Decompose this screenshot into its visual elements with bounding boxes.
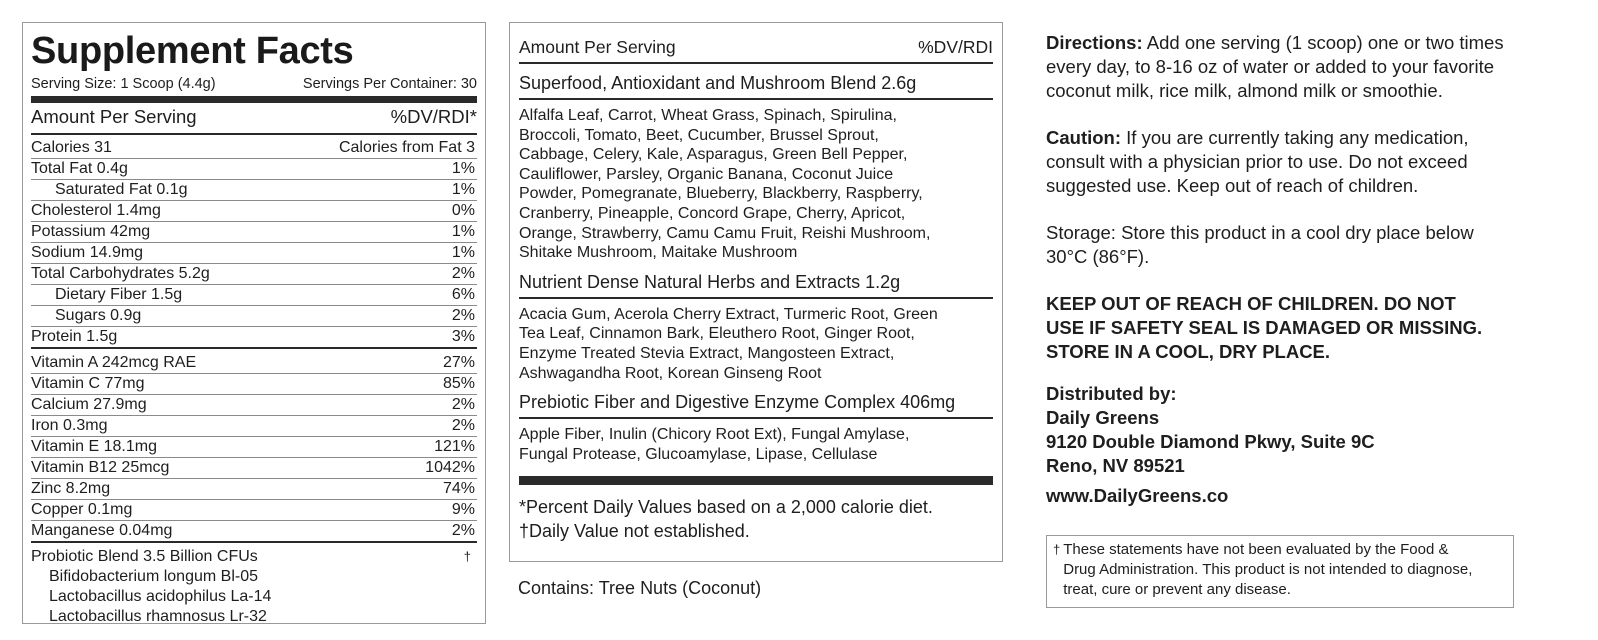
blend-title: Superfood, Antioxidant and Mushroom Blend 2.6g (519, 73, 917, 93)
ingredient-line: Cauliflower, Parsley, Organic Banana, Coconut Juice (519, 165, 894, 183)
nutrient-dv: 1% (451, 181, 475, 198)
nutrient-name: Total Carbohydrates 5.2g (31, 265, 210, 282)
vitamin-name: Vitamin A 242mcg RAE (31, 354, 197, 371)
storage-text: Storage: Store this product in a cool dry place below (1046, 222, 1474, 243)
blend-ingredients (519, 299, 993, 383)
directions-text: coconut milk, rice milk, almond milk or smoothie. (1046, 80, 1443, 101)
dagger-mark: † (1053, 542, 1061, 557)
vitamin-dv: 27% (442, 354, 475, 371)
ingredient-line: Broccoli, Tomato, Beet, Cucumber, Brussel Sprout, (519, 126, 879, 144)
nutrient-row (31, 201, 477, 222)
probiotic-strain: Lactobacillus rhamnosus Lr-32 (49, 608, 267, 625)
vitamin-name: Vitamin B12 25mcg (31, 459, 170, 476)
vitamin-name: Iron 0.3mg (31, 417, 108, 434)
vitamin-name: Vitamin E 18.1mg (31, 438, 157, 455)
bold-divider (519, 476, 993, 485)
vitamin-dv: 2% (451, 396, 475, 413)
dv-header-label: %DV/RDI (918, 37, 993, 57)
directions (1046, 31, 1566, 103)
disclaimer-line: treat, cure or prevent any disease. (1063, 581, 1291, 598)
probiotic-strain: Bifidobacterium longum Bl-05 (49, 568, 258, 585)
nutrient-dv: 0% (451, 202, 475, 219)
vitamin-row (31, 353, 477, 374)
nutrient-dv: 6% (451, 286, 475, 303)
nutrient-dv: 2% (451, 307, 475, 324)
ingredient-line: Acacia Gum, Acerola Cherry Extract, Turmeric Root, Green (519, 305, 938, 323)
nutrient-name: Potassium 42mg (31, 223, 151, 240)
nutrient-row (31, 243, 477, 264)
directions-text: Add one serving (1 scoop) one or two times (1142, 32, 1504, 53)
probiotic-blend (31, 547, 477, 627)
nutrient-row (31, 264, 477, 285)
nutrient-name: Saturated Fat 0.1g (55, 181, 188, 198)
vitamin-name: Copper 0.1mg (31, 501, 133, 518)
distributor-address: 9120 Double Diamond Pkwy, Suite 9C (1046, 431, 1375, 452)
calories-row (31, 138, 477, 159)
vitamin-row (31, 416, 477, 437)
distributor-city: Reno, NV 89521 (1046, 455, 1185, 476)
serving-size: Serving Size: 1 Scoop (4.4g) (31, 76, 216, 92)
vitamin-row (31, 437, 477, 458)
nutrient-name: Sugars 0.9g (55, 307, 142, 324)
calories-from-fat: Calories from Fat 3 (338, 139, 475, 156)
vitamin-name: Manganese 0.04mg (31, 522, 173, 539)
vitamin-dv: 9% (451, 501, 475, 518)
supplement-facts-title: Supplement Facts (31, 30, 354, 72)
dagger-mark: † (463, 549, 471, 564)
nutrient-name: Sodium 14.9mg (31, 244, 144, 261)
warning-line: USE IF SAFETY SEAL IS DAMAGED OR MISSING. (1046, 317, 1483, 338)
disclaimer-text (1063, 540, 1472, 607)
vitamin-row (31, 395, 477, 416)
nutrient-row (31, 285, 477, 306)
blend-panel (509, 22, 1003, 562)
nutrient-dv: 2% (451, 265, 475, 282)
vitamin-dv: 85% (442, 375, 475, 392)
nutrient-row (31, 306, 477, 327)
amount-per-serving-label: Amount Per Serving (31, 106, 197, 127)
nutrient-dv: 1% (451, 244, 475, 261)
serving-info (31, 75, 477, 93)
vitamin-name: Zinc 8.2mg (31, 480, 111, 497)
header-divider (31, 133, 477, 135)
nutrient-row (31, 180, 477, 201)
vitamin-row (31, 521, 477, 543)
ingredient-line: Cranberry, Pineapple, Concord Grape, Cherry, Apricot, (519, 204, 906, 222)
nutrient-name: Cholesterol 1.4mg (31, 202, 161, 219)
disclaimer-line: These statements have not been evaluated by the Food & (1063, 541, 1449, 558)
nutrient-dv: 1% (451, 223, 475, 240)
ingredient-line: Powder, Pomegranate, Blueberry, Blackberry, Raspberry, (519, 185, 923, 203)
amount-header-row (31, 103, 477, 129)
probiotic-header (31, 547, 477, 567)
ingredient-line: Tea Leaf, Cinnamon Bark, Eleuthero Root, Ginger Root, (519, 325, 915, 343)
caution-text: If you are currently taking any medication, (1121, 127, 1469, 148)
fda-disclaimer (1046, 535, 1514, 608)
nutrient-row (31, 159, 477, 180)
thick-divider (31, 96, 477, 103)
nutrient-row (31, 222, 477, 243)
distributor-name: Daily Greens (1046, 407, 1160, 428)
website-link: www.DailyGreens.co (1046, 485, 1229, 506)
vitamin-row (31, 374, 477, 395)
vitamin-name: Calcium 27.9mg (31, 396, 147, 413)
supplement-facts-panel (22, 22, 486, 624)
amount-per-serving-label: Amount Per Serving (519, 37, 676, 57)
vitamin-name: Vitamin C 77mg (31, 375, 145, 392)
directions-label: Directions: (1046, 32, 1143, 53)
calories-value: Calories 31 (31, 139, 112, 156)
ingredient-line: Shitake Mushroom, Maitake Mushroom (519, 244, 798, 262)
dv-header-label: %DV/RDI* (390, 106, 477, 127)
vitamin-dv: 121% (434, 438, 475, 455)
vitamin-dv: 1042% (425, 459, 475, 476)
vitamin-row (31, 479, 477, 500)
nutrient-row (31, 327, 477, 349)
distributed-by-label: Distributed by: (1046, 383, 1177, 404)
dv-footnote: *Percent Daily Values based on a 2,000 calorie diet. (519, 497, 933, 518)
blend-ingredients (519, 419, 993, 464)
dagger-footnote: †Daily Value not established. (519, 521, 750, 542)
vitamin-dv: 74% (442, 480, 475, 497)
directions-text: every day, to 8-16 oz of water or added to your favorite (1046, 56, 1495, 77)
ingredient-line: Enzyme Treated Stevia Extract, Mangosteen Extract, (519, 344, 895, 362)
ingredient-line: Ashwagandha Root, Korean Ginseng Root (519, 364, 822, 382)
vitamin-row (31, 500, 477, 521)
servings-per-container: Servings Per Container: 30 (302, 76, 477, 92)
blend-header-row (519, 33, 993, 59)
nutrient-dv: 1% (451, 160, 475, 177)
safety-warning (1046, 292, 1566, 364)
nutrient-name: Protein 1.5g (31, 328, 118, 345)
probiotic-name: Probiotic Blend 3.5 Billion CFUs (31, 548, 258, 565)
warning-line: KEEP OUT OF REACH OF CHILDREN. DO NOT (1046, 293, 1456, 314)
blend-ingredients (519, 100, 993, 263)
vitamin-row (31, 458, 477, 479)
storage-text: 30°C (86°F). (1046, 246, 1150, 267)
nutrient-name: Dietary Fiber 1.5g (55, 286, 183, 303)
ingredient-line: Fungal Protease, Glucoamylase, Lipase, Cellulase (519, 445, 878, 463)
vitamin-dv: 2% (451, 417, 475, 434)
nutrient-dv: 3% (451, 328, 475, 345)
caution-label: Caution: (1046, 127, 1122, 148)
allergen-statement: Contains: Tree Nuts (Coconut) (518, 578, 762, 598)
ingredient-line: Cabbage, Celery, Kale, Asparagus, Green Bell Pepper, (519, 146, 908, 164)
ingredient-line: Alfalfa Leaf, Carrot, Wheat Grass, Spinach, Spirulina, (519, 107, 897, 124)
nutrient-name: Total Fat 0.4g (31, 160, 128, 177)
warning-line: STORE IN A COOL, DRY PLACE. (1046, 341, 1331, 362)
ingredient-line: Apple Fiber, Inulin (Chicory Root Ext), Fungal Amylase, (519, 426, 910, 444)
vitamin-dv: 2% (451, 522, 475, 539)
storage (1046, 221, 1566, 269)
probiotic-strain: Lactobacillus acidophilus La-14 (49, 588, 272, 605)
caution-text: suggested use. Keep out of reach of children. (1046, 175, 1419, 196)
ingredient-line: Orange, Strawberry, Camu Camu Fruit, Reishi Mushroom, (519, 224, 931, 242)
caution-text: consult with a physician prior to use. Do not exceed (1046, 151, 1468, 172)
info-column (1046, 31, 1566, 508)
blend-title: Prebiotic Fiber and Digestive Enzyme Complex 406mg (519, 392, 956, 413)
blend-title: Nutrient Dense Natural Herbs and Extracts 1.2g (519, 271, 901, 292)
disclaimer-line: Drug Administration. This product is not intended to diagnose, (1063, 561, 1473, 578)
caution (1046, 126, 1566, 198)
